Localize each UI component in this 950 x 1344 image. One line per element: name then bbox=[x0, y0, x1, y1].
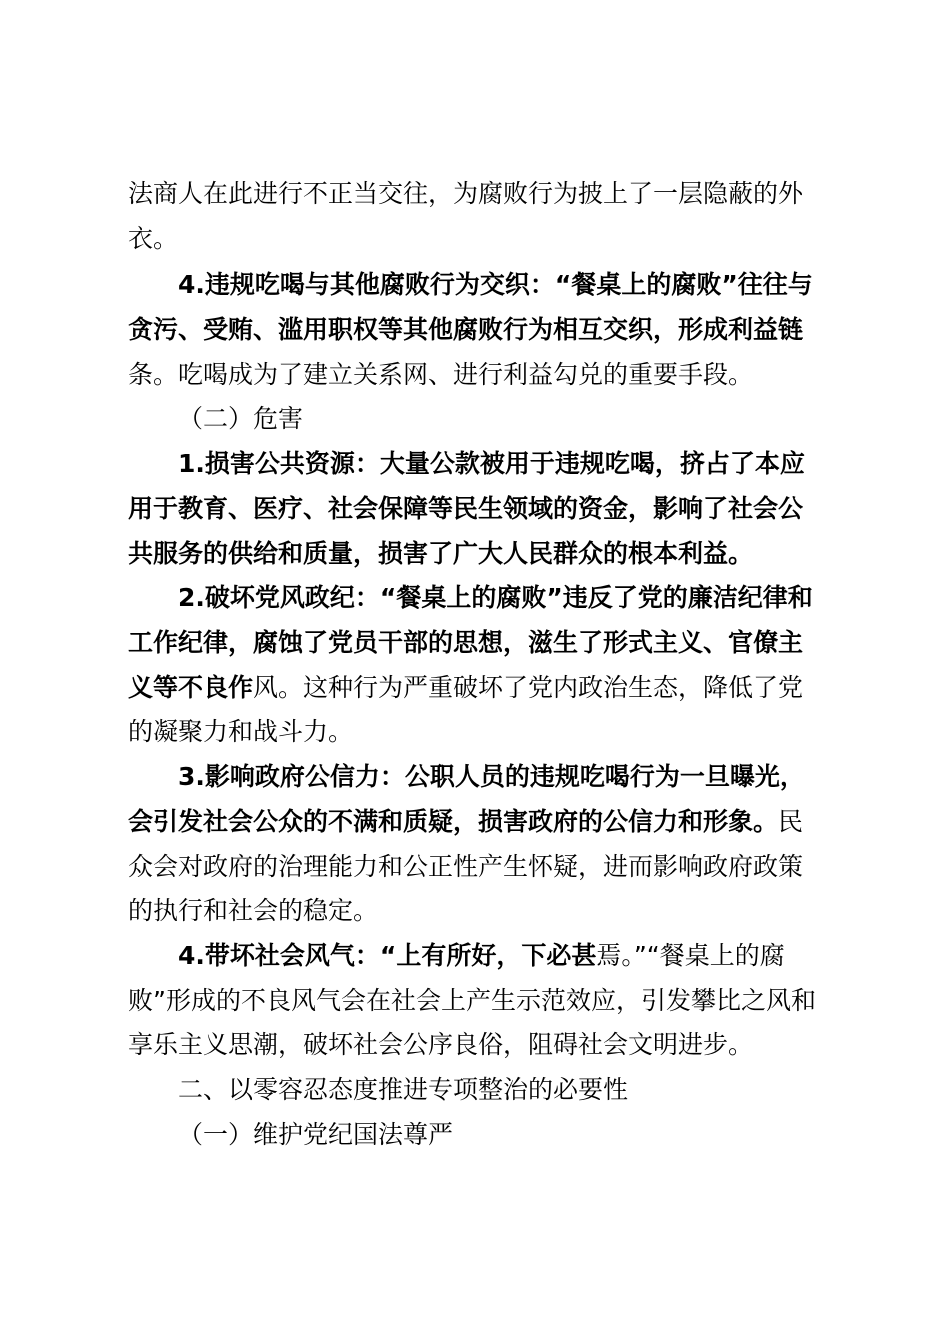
subheading-line bbox=[178, 576, 840, 620]
text-run: （一）维护党纪国法尊严 bbox=[178, 1120, 454, 1149]
section-heading bbox=[178, 397, 840, 441]
text-run: 衣。 bbox=[128, 224, 179, 253]
section-heading bbox=[178, 1068, 840, 1112]
text-run: 二、以零容忍态度推进专项整治的必要性 bbox=[178, 1075, 629, 1104]
bold-run: 3.影响政府公信力：公职人员的违规吃喝行为一旦曝光， bbox=[178, 762, 805, 791]
text-run: 的凝聚力和战斗力。 bbox=[128, 717, 354, 746]
bold-run: 4.带坏社会风气：“上有所好，下必甚 bbox=[178, 941, 597, 970]
text-run: （二）危害 bbox=[178, 404, 304, 433]
text-run: 民 bbox=[778, 807, 804, 836]
paragraph-line bbox=[128, 710, 840, 754]
bold-run: 共服务的供给和质量，损害了广大人民群众的根本利益。 bbox=[128, 539, 754, 568]
paragraph-line bbox=[128, 172, 840, 216]
bold-run: 会引发社会公众的不满和质疑，损害政府的公信力和形象。 bbox=[128, 807, 779, 836]
subheading-line bbox=[128, 621, 840, 665]
bold-run: 1.损害公共资源：大量公款被用于违规吃喝，挤占了本应 bbox=[178, 449, 805, 478]
subheading-line bbox=[128, 487, 840, 531]
text-run: 风。这种行为严重破坏了党内政治生态，降低了党 bbox=[253, 673, 804, 702]
subheading-line bbox=[178, 755, 840, 799]
bold-run: 义等不良作 bbox=[128, 673, 254, 702]
bold-run: 工作纪律，腐蚀了党员干部的思想，滋生了形式主义、官僚主 bbox=[128, 628, 804, 657]
text-run: 焉。”“餐桌上的腐 bbox=[596, 941, 785, 970]
subheading-line bbox=[178, 442, 840, 486]
bold-run: 用于教育、医疗、社会保障等民生领域的资金，影响了社会公 bbox=[128, 494, 804, 523]
subheading-line bbox=[178, 263, 840, 307]
text-run: 众会对政府的治理能力和公正性产生怀疑，进而影响政府政策 bbox=[128, 852, 804, 881]
paragraph-line bbox=[128, 353, 840, 397]
paragraph-line bbox=[128, 217, 840, 261]
paragraph-line bbox=[128, 1023, 840, 1067]
text-run: 条。吃喝成为了建立关系网、进行利益勾兑的重要手段。 bbox=[128, 360, 754, 389]
paragraph-line bbox=[128, 889, 840, 933]
subheading-line bbox=[128, 532, 840, 576]
bold-run: 4.违规吃喝与其他腐败行为交织：“餐桌上的腐败”往往与 bbox=[178, 270, 813, 299]
subheading-line bbox=[128, 308, 840, 352]
paragraph-line bbox=[128, 979, 840, 1023]
bold-run: 2.破坏党风政纪：“餐桌上的腐败”违反了党的廉洁纪律和 bbox=[178, 583, 813, 612]
paragraph-line bbox=[128, 845, 840, 889]
text-run: 的执行和社会的稳定。 bbox=[128, 896, 379, 925]
paragraph-line bbox=[128, 666, 840, 710]
text-run: 败”形成的不良风气会在社会上产生示范效应，引发攀比之风和 bbox=[128, 986, 816, 1015]
text-run: 法商人在此进行不正当交往，为腐败行为披上了一层隐蔽的外 bbox=[128, 179, 804, 208]
bold-run: 贪污、受贿、滥用职权等其他腐败行为相互交织，形成利益链 bbox=[128, 315, 804, 344]
paragraph-line bbox=[128, 800, 840, 844]
paragraph-line bbox=[178, 934, 840, 978]
text-run: 享乐主义思潮，破坏社会公序良俗，阻碍社会文明进步。 bbox=[128, 1030, 754, 1059]
section-heading bbox=[178, 1113, 840, 1157]
